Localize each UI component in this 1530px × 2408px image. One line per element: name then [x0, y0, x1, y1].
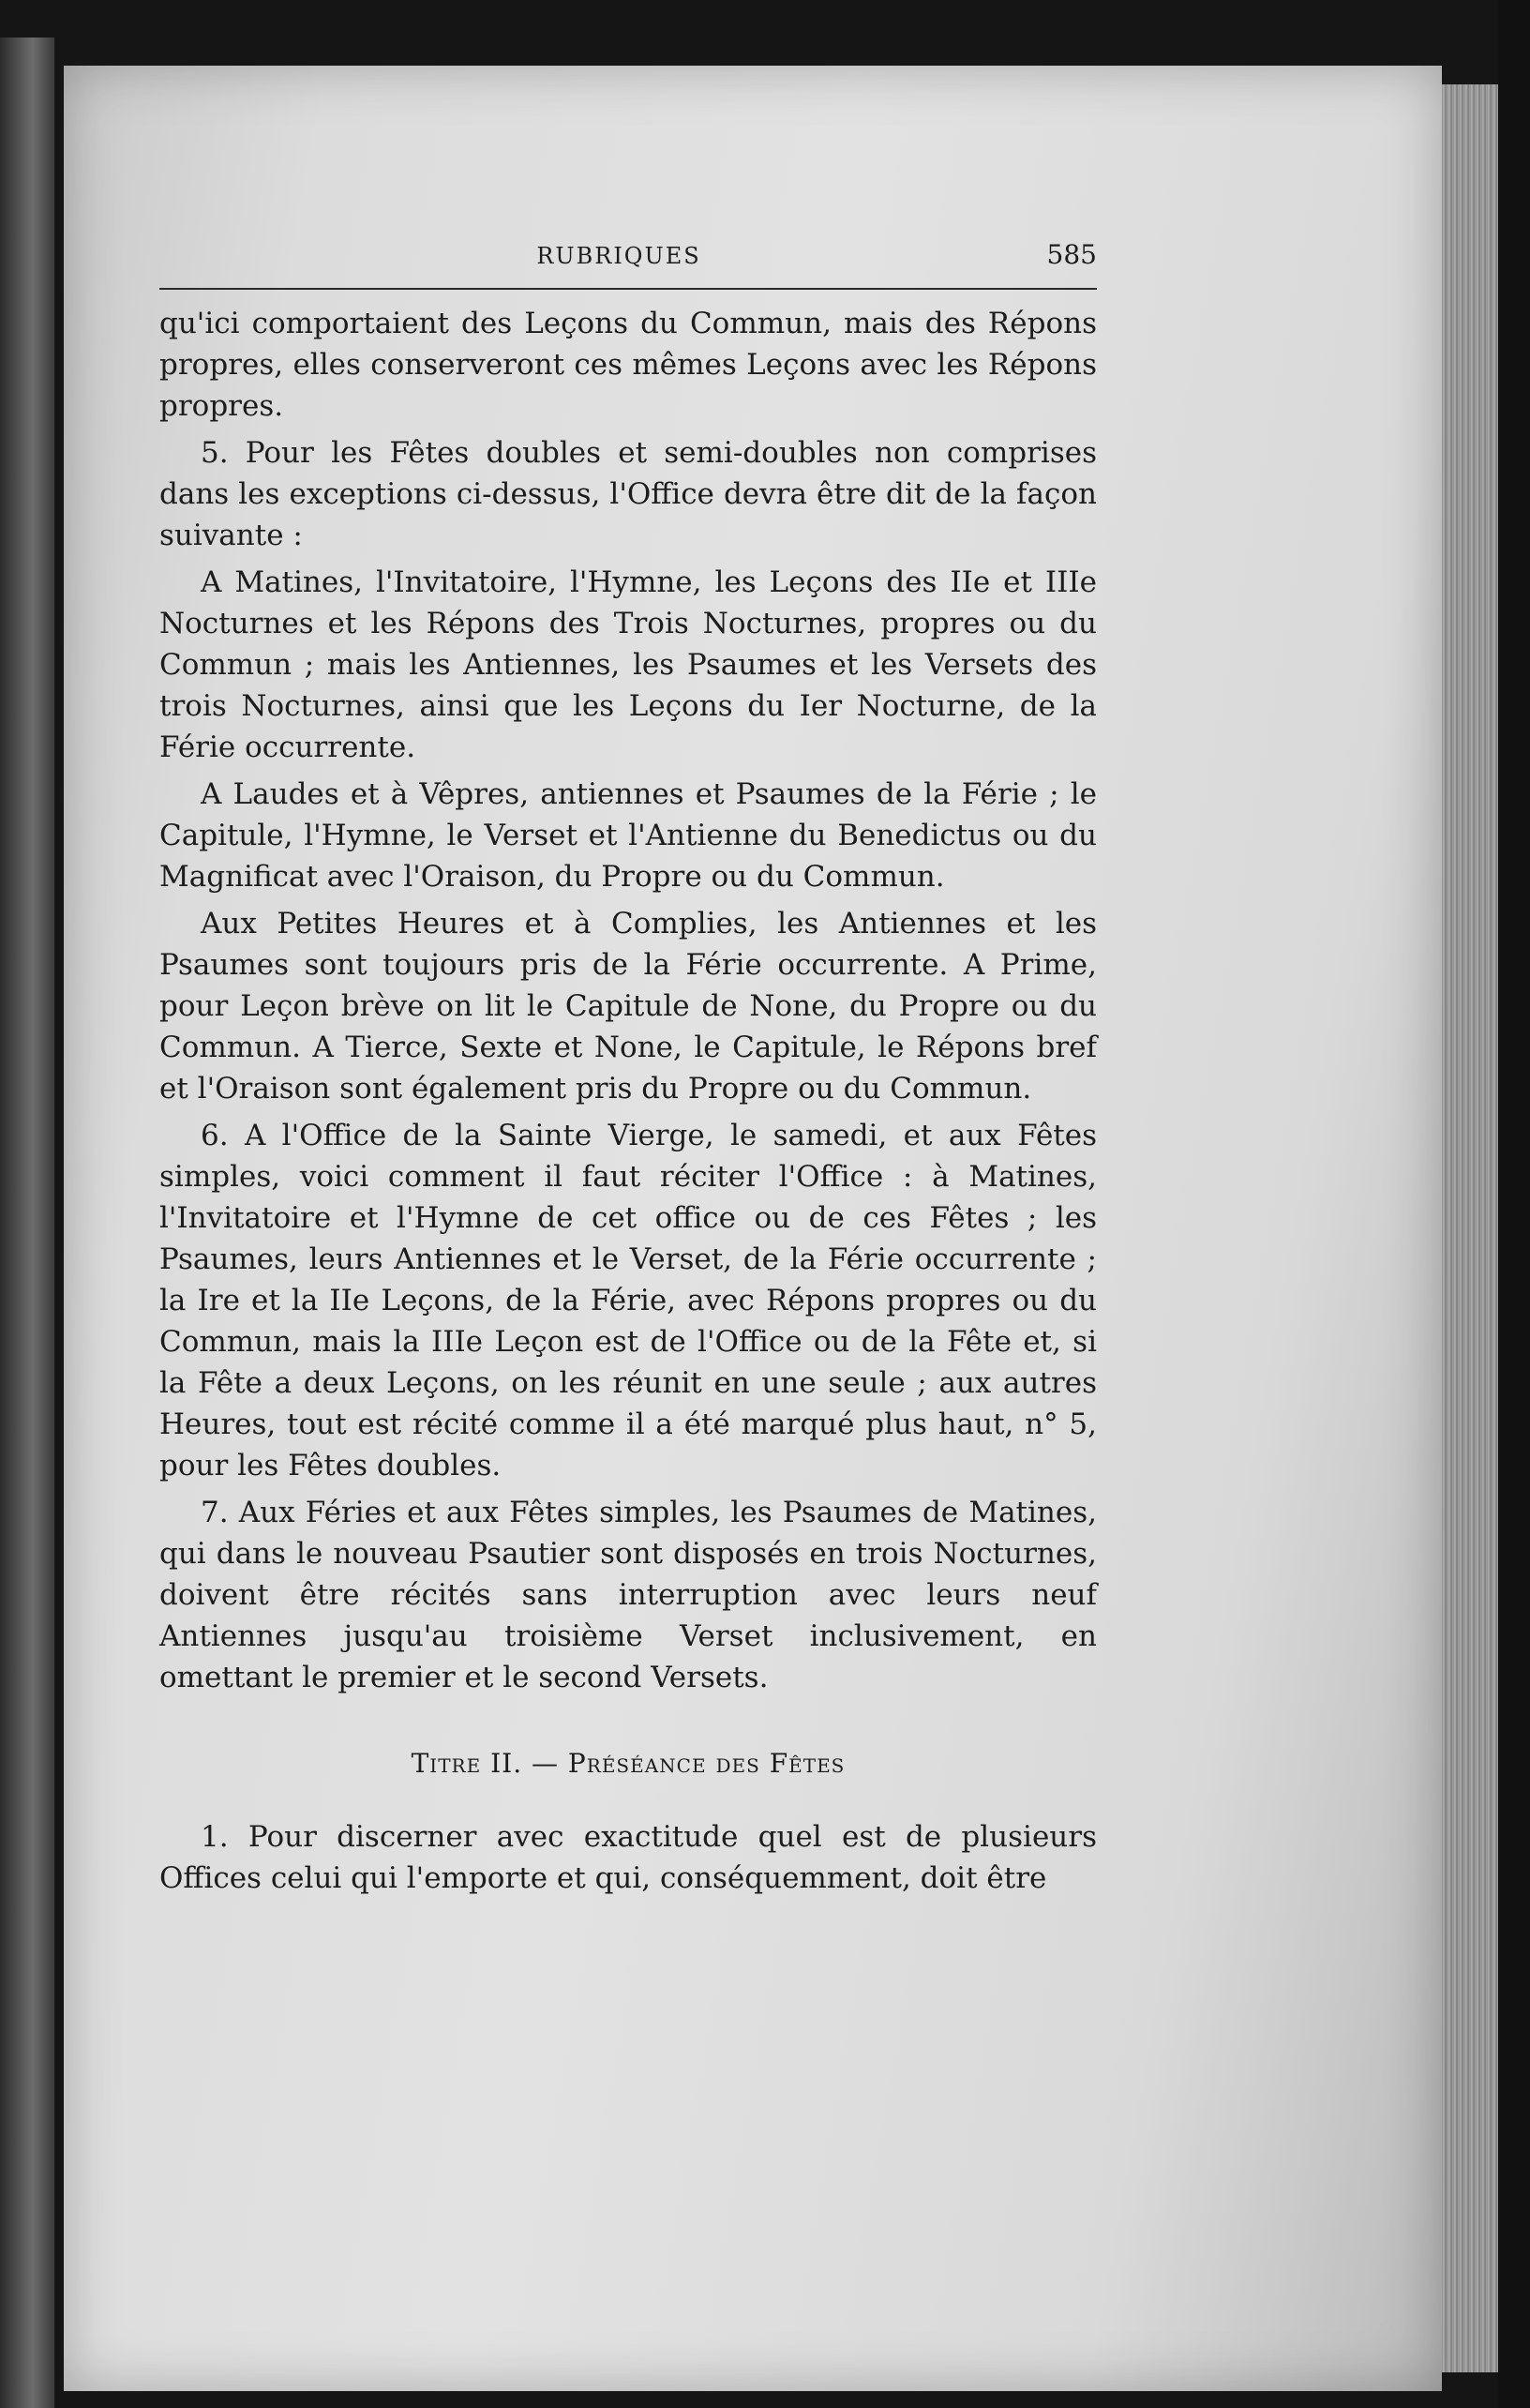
page-header	[159, 234, 1097, 290]
section-title: Titre II. — Préséance des Fêtes	[411, 1748, 846, 1779]
page-text	[159, 234, 1097, 1904]
paragraph-5: 5. Pour les Fêtes doubles et semi-doubles non comprises dans les exceptions ci-dessus, l'Office devra être dit de la façon suivante :	[159, 436, 1097, 552]
paragraph-7: 7. Aux Féries et aux Fêtes simples, les Psaumes de Matines, qui dans le nouveau Psautier sont disposés en trois Nocturnes, doivent être récités sans interruption avec leurs neuf Antiennes jusqu'au troisième Verset inclusivement, en omettant le premier et le second Versets.	[159, 1496, 1097, 1694]
book-cover-edge	[1498, 0, 1530, 2408]
paragraph-titre-2-1: 1. Pour discerner avec exactitude quel est de plusieurs Offices celui qui l'emporte et qui, conséquemment, doit être	[159, 1820, 1097, 1895]
facing-page-edge	[0, 38, 54, 2408]
page-number: 585	[1046, 239, 1097, 270]
running-head: RUBRIQUES	[536, 243, 701, 269]
paragraph-laudes: A Laudes et à Vêpres, antiennes et Psaumes de la Férie ; le Capitule, l'Hymne, le Verset et l'Antienne du Benedictus ou du Magnificat avec l'Oraison, du Propre ou du Commun.	[159, 777, 1097, 894]
paragraph-petites-heures: Aux Petites Heures et à Complies, les Antiennes et les Psaumes sont toujours pris de la Férie occurrente. A Prime, pour Leçon brève on lit le Capitule de None, du Propre ou du Commun. A Tierce, Sexte et None, le Capitule, le Répons bref et l'Oraison sont également pris du Propre ou du Commun.	[159, 907, 1097, 1106]
paragraph-matines: A Matines, l'Invitatoire, l'Hymne, les Leçons des IIe et IIIe Nocturnes et les Répons des Trois Nocturnes, propres ou du Commun ; mais les Antiennes, les Psaumes et les Versets des trois Nocturnes, ainsi que les Leçons du Ier Nocturne, de la Férie occurrente.	[159, 565, 1097, 764]
page-stack-edge	[1442, 84, 1498, 2372]
paragraph-continuation: qu'ici comportaient des Leçons du Commun, mais des Répons propres, elles conserveront ces mêmes Leçons avec les Répons propres.	[159, 307, 1097, 423]
paragraph-6: 6. A l'Office de la Sainte Vierge, le samedi, et aux Fêtes simples, voici comment il faut réciter l'Office : à Matines, l'Invitatoire et l'Hymne de cet office ou de ces Fêtes ; les Psaumes, leurs Antiennes et le Verset, de la Férie occurrente ; la Ire et la IIe Leçons, de la Férie, avec Répons propres ou du Commun, mais la IIIe Leçon est de l'Office ou de la Fête et, si la Fête a deux Leçons, on les réunit en une seule ; aux autres Heures, tout est récité comme il a été marqué plus haut, n° 5, pour les Fêtes doubles.	[159, 1119, 1097, 1482]
